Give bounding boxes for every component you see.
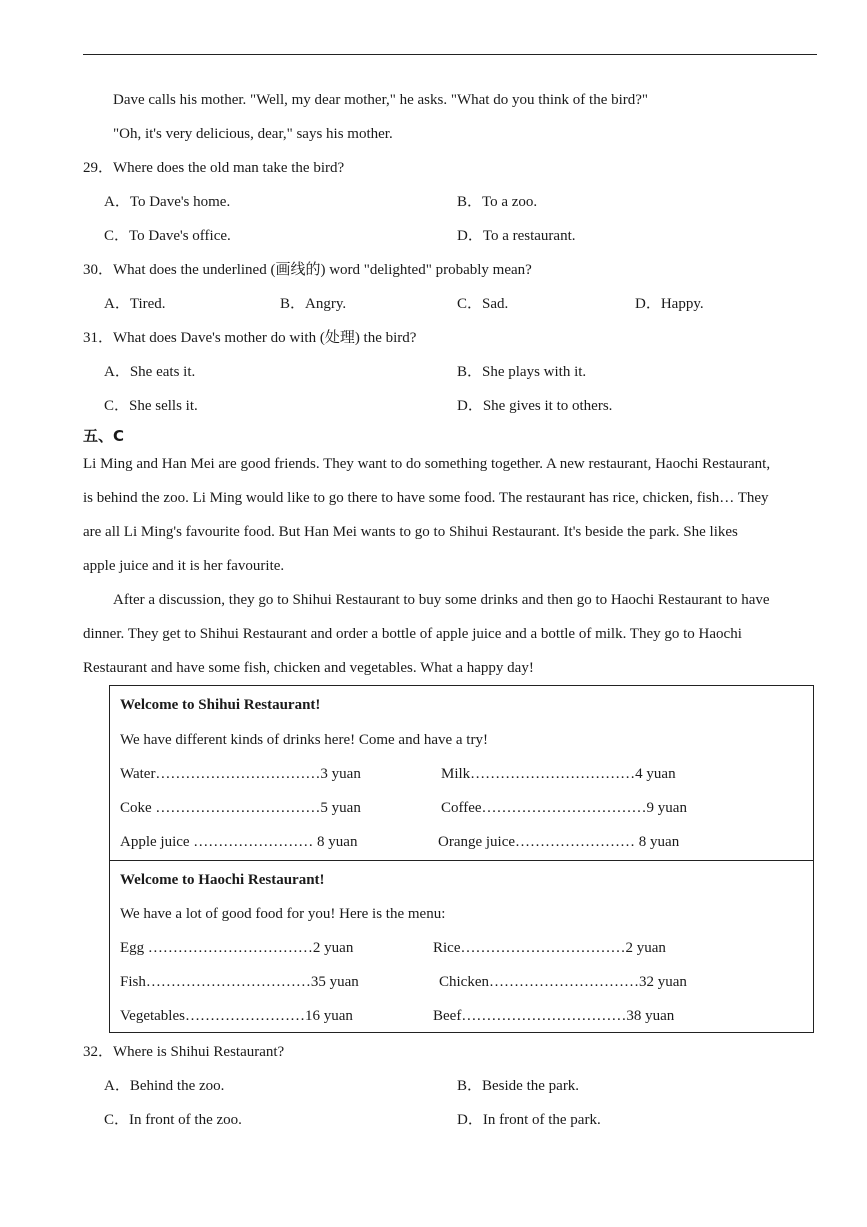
- menu-item: Vegetables……………………16 yuan: [120, 1008, 353, 1024]
- passage-line: Li Ming and Han Mei are good friends. They want to do something together. A new restaurant, Haochi Restaurant,: [83, 456, 771, 472]
- menu-item: Coke ……………………………5 yuan: [120, 800, 361, 816]
- menu-intro-haochi: We have a lot of good food for you! Here is the menu:: [120, 906, 446, 922]
- section-heading: 五、C: [83, 427, 125, 445]
- passage-line: is behind the zoo. Li Ming would like to go there to have some food. The restaurant has rice, chicken, fish… They: [83, 490, 769, 506]
- menu-title-haochi: Welcome to Haochi Restaurant!: [120, 872, 325, 888]
- passage-line: "Oh, it's very delicious, dear," says his mother.: [113, 126, 393, 142]
- menu-item: Coffee……………………………9 yuan: [441, 800, 687, 816]
- menu-item: Fish……………………………35 yuan: [120, 974, 359, 990]
- menu-intro-shihui: We have different kinds of drinks here! Come and have a try!: [120, 732, 488, 748]
- option-c[interactable]: C．Sad.: [457, 296, 509, 312]
- menu-item: Orange juice…………………… 8 yuan: [438, 834, 680, 850]
- option-b[interactable]: B．To a zoo.: [457, 194, 538, 210]
- passage-line: Restaurant and have some fish, chicken and vegetables. What a happy day!: [83, 660, 534, 676]
- menu-item: Egg ……………………………2 yuan: [120, 940, 354, 956]
- option-c[interactable]: C．She sells it.: [104, 398, 198, 414]
- passage-line: dinner. They get to Shihui Restaurant and order a bottle of apple juice and a bottle of milk. They go to Haochi: [83, 626, 742, 642]
- passage-line: apple juice and it is her favourite.: [83, 558, 285, 574]
- question-stem: 30．What does the underlined (画线的) word "delighted" probably mean?: [83, 262, 532, 278]
- option-a[interactable]: A．Behind the zoo.: [104, 1078, 225, 1094]
- option-d[interactable]: D．In front of the park.: [457, 1112, 601, 1128]
- option-b[interactable]: B．Angry.: [280, 296, 347, 312]
- option-d[interactable]: D．She gives it to others.: [457, 398, 613, 414]
- passage-line: After a discussion, they go to Shihui Restaurant to buy some drinks and then go to Haochi Restaurant to have: [113, 592, 770, 608]
- menu-item: Apple juice …………………… 8 yuan: [120, 834, 358, 850]
- passage-line: Dave calls his mother. "Well, my dear mother," he asks. "What do you think of the bird?": [113, 92, 649, 108]
- option-b[interactable]: B．She plays with it.: [457, 364, 587, 380]
- menu-title-shihui: Welcome to Shihui Restaurant!: [120, 697, 321, 713]
- menu-divider: [110, 860, 813, 861]
- option-a[interactable]: A．Tired.: [104, 296, 166, 312]
- menu-table: [109, 685, 814, 1033]
- menu-item: Beef……………………………38 yuan: [433, 1008, 675, 1024]
- question-stem: 29．Where does the old man take the bird?: [83, 160, 345, 176]
- option-a[interactable]: A．She eats it.: [104, 364, 196, 380]
- menu-item: Rice……………………………2 yuan: [433, 940, 666, 956]
- header-rule: [83, 54, 817, 55]
- option-d[interactable]: D．Happy.: [635, 296, 704, 312]
- question-stem: 32．Where is Shihui Restaurant?: [83, 1044, 285, 1060]
- menu-item: Milk……………………………4 yuan: [441, 766, 676, 782]
- option-a[interactable]: A．To Dave's home.: [104, 194, 231, 210]
- menu-item: Chicken…………………………32 yuan: [439, 974, 687, 990]
- option-c[interactable]: C．To Dave's office.: [104, 228, 231, 244]
- menu-item: Water……………………………3 yuan: [120, 766, 361, 782]
- option-c[interactable]: C．In front of the zoo.: [104, 1112, 242, 1128]
- question-stem: 31．What does Dave's mother do with (处理) the bird?: [83, 330, 417, 346]
- option-d[interactable]: D．To a restaurant.: [457, 228, 576, 244]
- passage-line: are all Li Ming's favourite food. But Han Mei wants to go to Shihui Restaurant. It's beside the park. She likes: [83, 524, 738, 540]
- option-b[interactable]: B．Beside the park.: [457, 1078, 580, 1094]
